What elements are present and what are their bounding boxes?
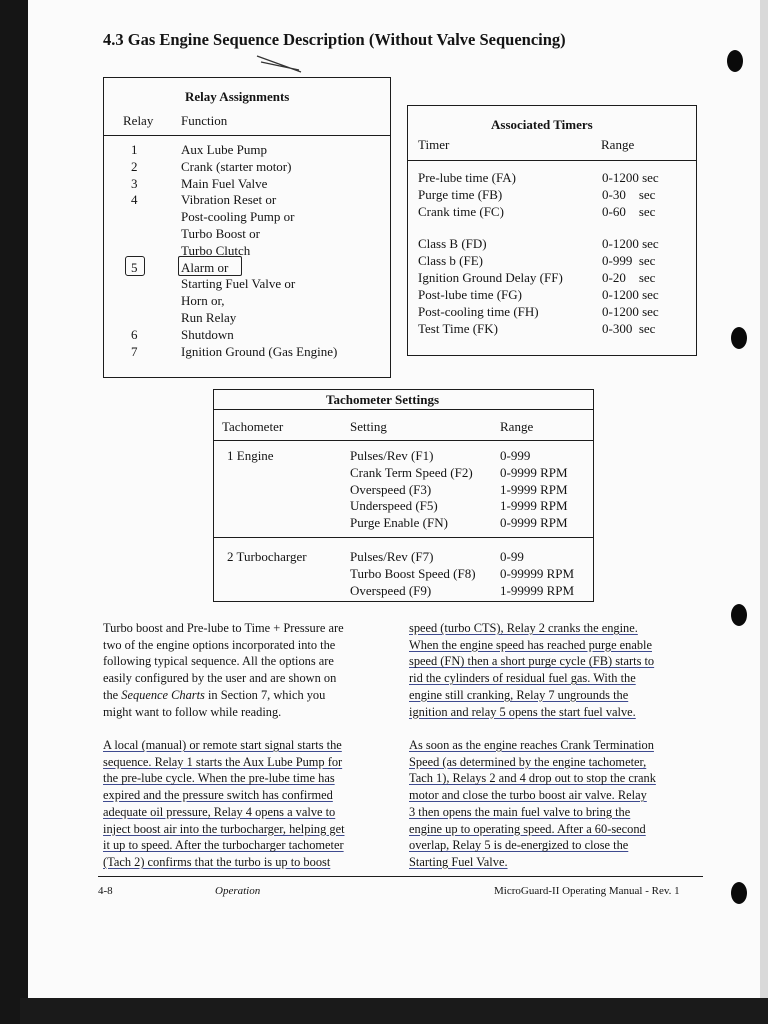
timer-name: Class b (FE) xyxy=(418,253,483,268)
timer-name: Purge time (FB) xyxy=(418,187,503,202)
timer-range: 0-20 sec xyxy=(602,270,656,285)
right-paragraph-1 xyxy=(409,620,654,720)
relay-number: 2 xyxy=(131,158,138,174)
tach-range: 0-9999 RPM xyxy=(500,515,568,531)
tach-range: 1-9999 RPM xyxy=(500,498,568,514)
right-paragraph-2 xyxy=(409,737,656,871)
tach-range: 0-999 xyxy=(500,448,531,463)
pen-mark-icon xyxy=(255,52,305,76)
text-line: speed (FN) then a short purge cycle (FB) starts to xyxy=(409,654,655,669)
divider xyxy=(407,160,697,161)
text-line: Turbo boost and Pre-lube to Time + Pressure are xyxy=(103,621,344,635)
tach-setting: Pulses/Rev (F1) xyxy=(350,448,434,463)
text-line: motor and close the turbo boost air valve. Relay xyxy=(409,788,647,803)
divider xyxy=(213,537,594,538)
tach-setting: Overspeed (F3) xyxy=(350,481,432,497)
relay-function: Crank (starter motor) xyxy=(181,158,292,174)
engine-label: 1 Engine xyxy=(227,448,274,463)
function-col-header: Function xyxy=(181,113,228,128)
text-line: (Tach 2) confirms that the turbo is up to boost xyxy=(103,854,331,869)
text-line: inject boost air into the turbocharger, helping get xyxy=(103,821,345,836)
timer-range: 0-1200 sec xyxy=(602,304,659,319)
tach-range: 1-9999 RPM xyxy=(500,481,568,497)
timer-range: 0-1200 sec xyxy=(602,236,659,251)
divider xyxy=(103,135,391,136)
text-line: the Sequence Charts in Section 7, which you xyxy=(103,687,326,702)
punch-hole xyxy=(731,882,747,904)
timer-range: 0-1200 sec xyxy=(602,170,659,185)
relay-function: Turbo Boost or xyxy=(181,226,260,241)
tach-setting: Pulses/Rev (F7) xyxy=(350,549,434,564)
timer-name: Crank time (FC) xyxy=(418,204,504,219)
text-line: A local (manual) or remote start signal starts the xyxy=(103,738,342,752)
relay-number: 3 xyxy=(131,175,138,191)
relay-number: 7 xyxy=(131,343,138,359)
timer-col-header: Timer xyxy=(418,137,450,152)
range-col-header: Range xyxy=(601,137,635,152)
tachometer-col-header: Tachometer xyxy=(222,419,284,434)
relay-function: Shutdown xyxy=(181,326,234,342)
scan-edge xyxy=(0,0,30,1024)
setting-col-header: Setting xyxy=(350,419,387,434)
relay-number: 1 xyxy=(131,142,138,157)
text-line: Speed (as determined by the engine tachometer, xyxy=(409,754,647,769)
pen-circle-mark xyxy=(125,256,145,276)
relay-function: Main Fuel Valve xyxy=(181,175,268,191)
tach-setting: Crank Term Speed (F2) xyxy=(350,464,473,480)
timer-name: Pre-lube time (FA) xyxy=(418,170,516,185)
text-line: following typical sequence. All the options are xyxy=(103,654,334,669)
relay-function: Ignition Ground (Gas Engine) xyxy=(181,343,338,359)
text-line: When the engine speed has reached purge enable xyxy=(409,637,652,652)
tach-table-heading: Tachometer Settings xyxy=(326,392,440,407)
tach-range-col-header: Range xyxy=(500,419,534,434)
timer-range: 0-60 sec xyxy=(602,204,656,219)
relay-table-heading: Relay Assignments xyxy=(185,89,290,104)
text-line: might want to follow while reading. xyxy=(103,704,282,719)
tach-range: 0-99 xyxy=(500,549,524,564)
text-line: Starting Fuel Valve. xyxy=(409,854,508,869)
relay-number: 4 xyxy=(131,192,138,208)
relay-function: Run Relay xyxy=(181,310,237,325)
section-title: 4.3 Gas Engine Sequence Description (Without Valve Sequencing) xyxy=(103,30,566,49)
left-paragraph-2 xyxy=(103,737,345,871)
tach-setting: Purge Enable (FN) xyxy=(350,515,448,531)
timer-name: Class B (FD) xyxy=(418,236,487,251)
text-line: two of the engine options incorporated into the xyxy=(103,637,336,652)
text-line: speed (turbo CTS), Relay 2 cranks the engine. xyxy=(409,621,638,635)
text-line: sequence. Relay 1 starts the Aux Lube Pump for xyxy=(103,754,343,769)
text-line: overlap, Relay 5 is de-energized to close the xyxy=(409,838,629,853)
text-line: As soon as the engine reaches Crank Termination xyxy=(409,738,654,752)
timer-name: Test Time (FK) xyxy=(418,321,498,336)
text-line: 3 then opens the main fuel valve to bring the xyxy=(409,804,631,819)
page-number: 4-8 xyxy=(98,885,113,897)
turbo-label: 2 Turbocharger xyxy=(227,549,307,564)
relay-col-header: Relay xyxy=(123,113,154,128)
text-line: Tach 1), Relays 2 and 4 drop out to stop the crank xyxy=(409,771,656,786)
relay-number: 6 xyxy=(131,326,138,342)
punch-hole xyxy=(731,327,747,349)
tach-range: 0-9999 RPM xyxy=(500,464,568,480)
text-line: easily configured by the user and are shown on xyxy=(103,671,337,686)
relay-function: Aux Lube Pump xyxy=(181,142,267,157)
footer-manual-title: MicroGuard-II Operating Manual - Rev. 1 xyxy=(494,885,680,897)
relay-function: Alarm or xyxy=(181,259,229,275)
divider xyxy=(213,440,594,441)
relay-function: Vibration Reset or xyxy=(181,192,277,208)
timers-table-heading: Associated Timers xyxy=(491,117,593,132)
footer-section: Operation xyxy=(215,885,261,897)
text-line: engine still cranking, Relay 7 ungrounds the xyxy=(409,687,629,702)
relay-number: 5 xyxy=(131,259,138,275)
tach-setting: Overspeed (F9) xyxy=(350,582,432,598)
punch-hole xyxy=(727,50,743,72)
text-line: rid the cylinders of residual fuel gas. With the xyxy=(409,671,636,686)
tach-range: 0-99999 RPM xyxy=(500,565,575,581)
divider xyxy=(213,409,594,410)
text-line: it up to speed. After the turbocharger tachometer xyxy=(103,838,344,853)
timer-range: 0-1200 sec xyxy=(602,287,659,302)
punch-hole xyxy=(731,604,747,626)
relay-function: Post-cooling Pump or xyxy=(181,209,295,225)
relay-function: Horn or, xyxy=(181,293,225,309)
text-line: engine up to operating speed. After a 60-second xyxy=(409,821,646,836)
left-paragraph-1 xyxy=(103,620,344,720)
text-line: adequate oil pressure, Relay 4 opens a valve to xyxy=(103,804,336,819)
text-line: ignition and relay 5 opens the start fuel valve. xyxy=(409,704,636,719)
timer-range: 0-300 sec xyxy=(602,321,656,336)
relay-function: Turbo Clutch xyxy=(181,242,251,258)
footer-rule xyxy=(98,876,703,877)
timer-name: Ignition Ground Delay (FF) xyxy=(418,270,563,285)
timer-name: Post-cooling time (FH) xyxy=(418,304,539,319)
scan-bottom-edge xyxy=(20,998,768,1024)
timer-range: 0-30 sec xyxy=(602,187,656,202)
text-line: expired and the pressure switch has confirmed xyxy=(103,788,333,803)
tach-setting: Underspeed (F5) xyxy=(350,498,438,514)
tach-range: 1-99999 RPM xyxy=(500,582,575,598)
timer-name: Post-lube time (FG) xyxy=(418,287,522,302)
pen-box-mark xyxy=(178,256,242,276)
timer-range: 0-999 sec xyxy=(602,253,656,268)
text-line: the pre-lube cycle. When the pre-lube time has xyxy=(103,771,335,786)
tach-setting: Turbo Boost Speed (F8) xyxy=(350,565,476,581)
relay-function: Starting Fuel Valve or xyxy=(181,276,296,292)
